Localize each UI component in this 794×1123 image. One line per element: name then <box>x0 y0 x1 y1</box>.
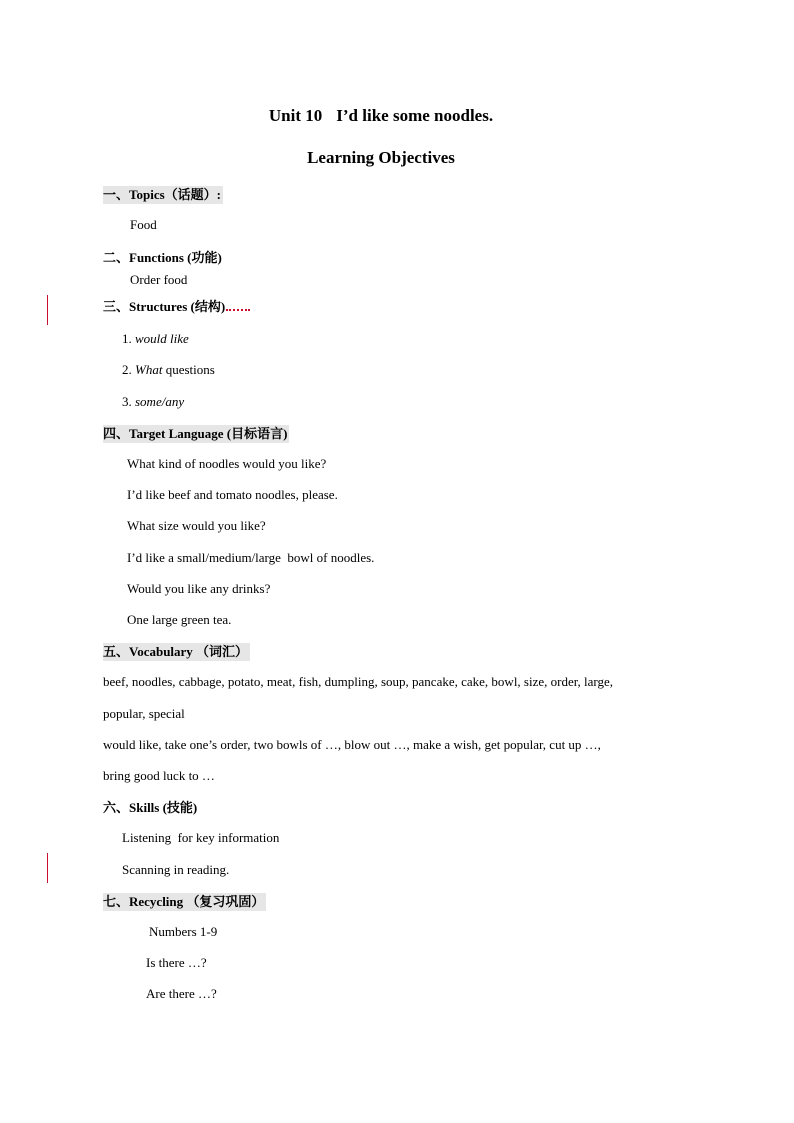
recycling-item: Are there …? <box>146 986 217 1001</box>
structures-heading-text: 三、Structures (结构) <box>103 299 226 314</box>
list-item <box>122 362 215 378</box>
structure-term: What <box>135 362 163 377</box>
target-sentence: What size would you like? <box>127 518 266 533</box>
structure-term: would like <box>135 331 189 346</box>
unit-title <box>0 106 778 126</box>
unit-sentence: I’d like some noodles. <box>336 106 494 125</box>
skills-item: Scanning in reading. <box>122 862 230 877</box>
page-subtitle: Learning Objectives <box>307 148 455 167</box>
target-sentence: What kind of noodles would you like? <box>127 456 327 471</box>
recycling-heading: 七、Recycling （复习巩固） <box>103 894 265 909</box>
unit-number: Unit 10 <box>268 106 323 125</box>
vocabulary-line: popular, special <box>103 706 185 721</box>
target-sentence: I’d like beef and tomato noodles, please. <box>127 487 338 502</box>
target-sentence: Would you like any drinks? <box>127 581 271 596</box>
functions-heading: 二、Functions (功能) <box>103 250 222 265</box>
vocabulary-line: would like, take one’s order, two bowls of …, blow out …, make a wish, get popular, cut up …, <box>103 737 601 752</box>
target-sentence: One large green tea. <box>127 612 232 627</box>
recycling-item: Is there …? <box>146 955 207 970</box>
list-number: 2. <box>122 362 132 377</box>
vocabulary-line: beef, noodles, cabbage, potato, meat, fish, dumpling, soup, pancake, cake, bowl, size, order, large, <box>103 674 614 689</box>
list-item <box>122 331 189 347</box>
target-sentence: I’d like a small/medium/large bowl of noodles. <box>127 550 375 565</box>
tracked-change-mark <box>226 306 250 311</box>
list-number: 1. <box>122 331 132 346</box>
structure-term: some/any <box>135 394 185 409</box>
structures-heading <box>103 298 252 316</box>
topics-item: Food <box>130 217 157 232</box>
skills-item: Listening for key information <box>122 830 280 845</box>
topics-heading: 一、Topics（话题）: <box>103 187 221 202</box>
skills-heading: 六、Skills (技能) <box>103 800 198 815</box>
list-number: 3. <box>122 394 132 409</box>
revision-mark <box>47 295 48 325</box>
vocabulary-line: bring good luck to … <box>103 768 215 783</box>
functions-item: Order food <box>130 272 188 287</box>
structure-rest: questions <box>165 362 215 377</box>
list-item <box>122 394 184 410</box>
recycling-item: Numbers 1-9 <box>149 924 218 939</box>
revision-mark <box>47 853 48 883</box>
target-language-heading: 四、Target Language (目标语言) <box>103 426 288 441</box>
vocabulary-heading: 五、Vocabulary （词汇） <box>103 644 249 659</box>
